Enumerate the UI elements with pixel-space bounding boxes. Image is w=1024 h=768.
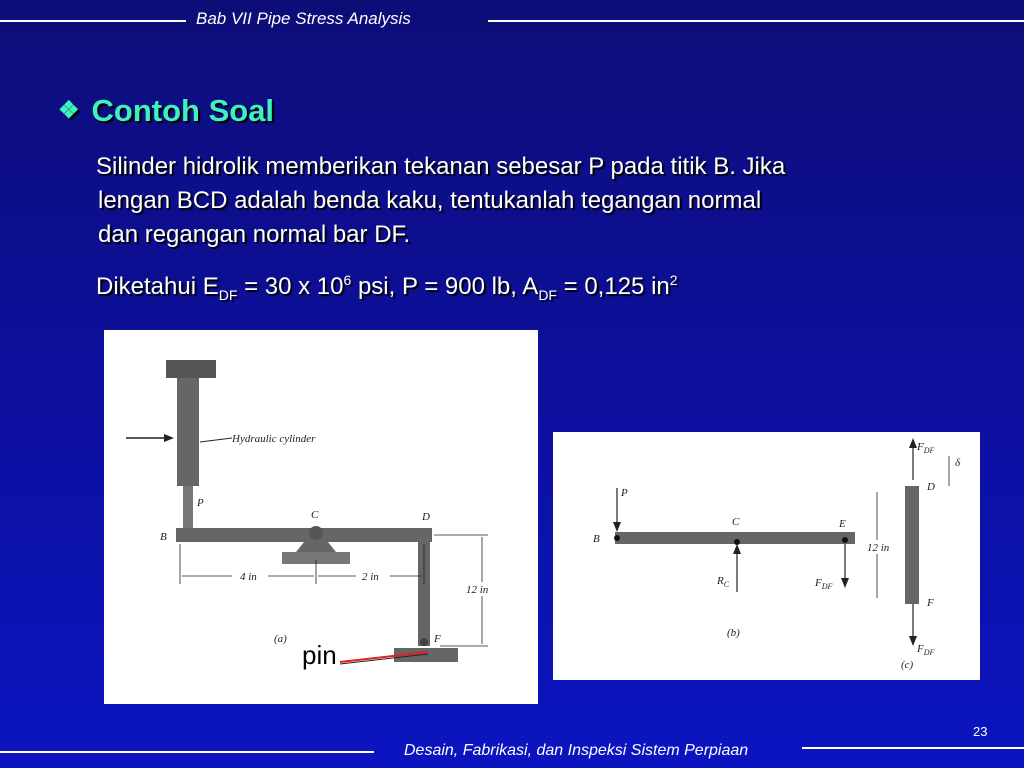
ground-support [394,648,458,662]
diamond-bullet-icon: ❖ [58,97,80,124]
fb-label-fdf: $F_{DF}$ [815,577,833,591]
figure-b-diagram [553,432,980,680]
cylinder-label: Hydraulic cylinder [232,433,316,445]
header-rule-right [488,20,1024,22]
dim-df: 12 in [466,584,489,596]
fb-label-rc: $R_C$ [717,575,730,589]
footer-title: Desain, Fabrikasi, dan Inspeksi Sistem Perpiaan [404,742,749,759]
fb-label-b: B [593,533,600,545]
fb-label-p: P [621,487,628,499]
footer-rule-left [0,751,374,753]
fc-label-delta: δ [955,457,961,469]
given-values [96,270,926,304]
fb-label-c: C [732,516,740,528]
label-b: B [160,531,167,543]
slide-heading [58,93,274,129]
label-f: F [434,633,441,645]
fc-label-fdf-bot: $F_{DF}$ [917,643,935,657]
given-sup: 2 [669,272,678,288]
dim-cd: 2 in [362,571,379,583]
fc-label-d: D [927,481,935,493]
statement-line-2: lengan BCD adalah benda kaku, tentukanlah tegangan normal [98,187,762,214]
fb-label-e: E [839,518,846,530]
given-sub: DF [538,286,557,303]
problem-statement [96,150,926,252]
lever-bcd [176,528,432,542]
fc-dim: 12 in [867,542,890,554]
caption-a: (a) [274,633,287,645]
given-text: psi, P = 900 lb, A [351,273,539,300]
statement-line-3: dan regangan normal bar DF. [98,221,411,248]
given-text: = 30 x 10 [237,273,344,300]
fc-label-f: F [927,597,934,609]
given-sub: DF [218,286,238,303]
given-sup: 6 [343,272,352,288]
heading-text: Contoh Soal [91,93,275,128]
fc-label-fdf-top: $F_{DF}$ [917,441,935,455]
pin-label: pin [302,640,337,670]
header-title: Bab VII Pipe Stress Analysis [196,9,411,28]
caption-b: (b) [727,627,740,639]
header-rule-left [0,20,186,22]
free-body-bar [905,486,919,604]
hydraulic-cylinder [177,378,199,486]
dim-bc: 4 in [240,571,257,583]
figure-b-panel [553,432,980,680]
label-p: P [197,497,204,509]
label-c: C [311,509,319,521]
page-number: 23 [973,724,988,739]
given-text: Diketahui E [96,273,219,300]
footer-rule-right [802,747,1024,749]
statement-line-1: Silinder hidrolik memberikan tekanan sebesar P pada titik B. Jika [96,153,786,180]
caption-c: (c) [901,659,914,671]
given-text: = 0,125 in [556,273,670,300]
label-d: D [422,511,430,523]
top-support [166,360,216,378]
